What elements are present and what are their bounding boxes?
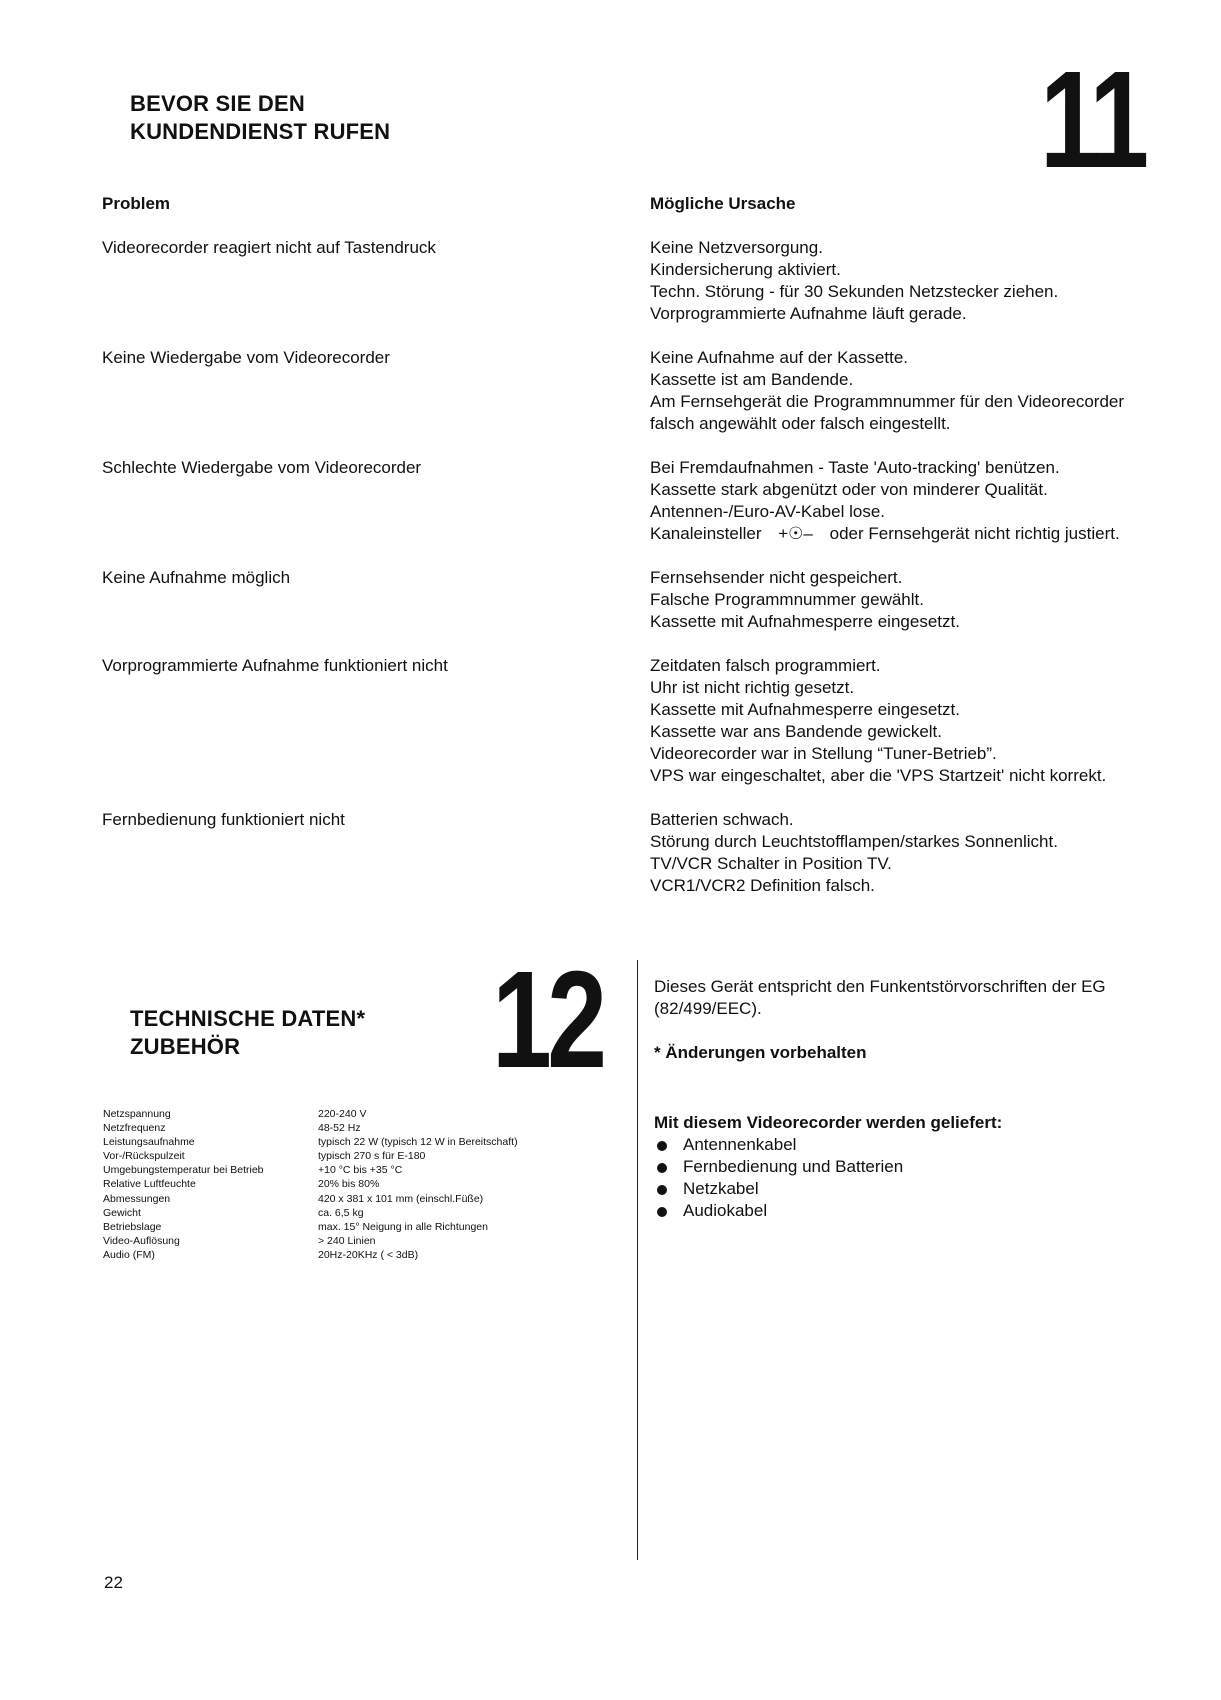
section-11-title-line2: KUNDENDIENST RUFEN bbox=[130, 119, 391, 144]
spec-row bbox=[103, 1177, 623, 1191]
bullet-icon bbox=[657, 1207, 667, 1217]
cause-line: VPS war eingeschaltet, aber die 'VPS Startzeit' nicht korrekt. bbox=[650, 766, 1107, 785]
cause-line: Kassette mit Aufnahmesperre eingesetzt. bbox=[650, 612, 960, 631]
spec-row bbox=[103, 1149, 623, 1163]
problem-text: Fernbedienung funktioniert nicht bbox=[102, 810, 345, 829]
tuner-knob-icon: +☉– bbox=[778, 524, 813, 543]
column-divider bbox=[637, 960, 638, 1560]
problem-text: Vorprogrammierte Aufnahme funktioniert nicht bbox=[102, 656, 448, 675]
cause-line: TV/VCR Schalter in Position TV. bbox=[650, 854, 892, 873]
spec-label: Netzfrequenz bbox=[103, 1122, 166, 1135]
cause-line: Keine Aufnahme auf der Kassette. bbox=[650, 348, 909, 367]
problem-text: Videorecorder reagiert nicht auf Tastendruck bbox=[102, 238, 436, 257]
cause-line: Uhr ist nicht richtig gesetzt. bbox=[650, 678, 855, 697]
accessory-label: Antennenkabel bbox=[683, 1135, 797, 1154]
cause-line: Vorprogrammierte Aufnahme läuft gerade. bbox=[650, 304, 967, 323]
accessory-label: Audiokabel bbox=[683, 1201, 768, 1220]
problem-column-header: Problem bbox=[102, 194, 171, 213]
section-11-title bbox=[130, 90, 390, 146]
accessories-heading: Mit diesem Videorecorder werden geliefert: bbox=[654, 1113, 1003, 1132]
list-item bbox=[654, 1200, 903, 1222]
cause-line: Am Fernsehgerät die Programmnummer für den Videorecorder bbox=[650, 392, 1125, 411]
page-number: 22 bbox=[104, 1573, 123, 1592]
cause-list bbox=[650, 237, 1190, 325]
cause-line: Kassette stark abgenützt oder von minderer Qualität. bbox=[650, 480, 1048, 499]
bullet-icon bbox=[657, 1185, 667, 1195]
eg-line: Dieses Gerät entspricht den Funkentstörvorschriften der EG bbox=[654, 977, 1106, 996]
cause-list bbox=[650, 347, 1190, 435]
cause-line: Keine Netzversorgung. bbox=[650, 238, 823, 257]
spec-value: typisch 22 W (typisch 12 W in Bereitschaft) bbox=[318, 1136, 518, 1149]
accessory-label: Fernbedienung und Batterien bbox=[683, 1157, 904, 1176]
cause-line: Fernsehsender nicht gespeichert. bbox=[650, 568, 903, 587]
cause-line: Kindersicherung aktiviert. bbox=[650, 260, 841, 279]
eg-line: (82/499/EEC). bbox=[654, 999, 762, 1018]
cause-line: Antennen-/Euro-AV-Kabel lose. bbox=[650, 502, 885, 521]
spec-label: Leistungsaufnahme bbox=[103, 1136, 195, 1149]
tuner-line-suffix: oder Fernsehgerät nicht richtig justiert. bbox=[829, 524, 1120, 543]
section-12-number: 12 bbox=[492, 943, 603, 1097]
section-12-title-line1: TECHNISCHE DATEN* bbox=[130, 1006, 366, 1031]
section-12-title-line2: ZUBEHÖR bbox=[130, 1034, 241, 1059]
spec-value: typisch 270 s für E-180 bbox=[318, 1150, 426, 1163]
spec-value: > 240 Linien bbox=[318, 1234, 376, 1247]
spec-value: 48-52 Hz bbox=[318, 1122, 361, 1135]
problem-text: Keine Wiedergabe vom Videorecorder bbox=[102, 348, 390, 367]
spec-value: +10 °C bis +35 °C bbox=[318, 1164, 403, 1177]
list-item bbox=[654, 1134, 903, 1156]
cause-line: Kassette mit Aufnahmesperre eingesetzt. bbox=[650, 700, 960, 719]
bullet-icon bbox=[657, 1141, 667, 1151]
list-item bbox=[654, 1156, 903, 1178]
cause-line: Kassette ist am Bandende. bbox=[650, 370, 854, 389]
accessory-label: Netzkabel bbox=[683, 1179, 759, 1198]
cause-line: falsch angewählt oder falsch eingestellt. bbox=[650, 414, 951, 433]
cause-line: Techn. Störung - für 30 Sekunden Netzstecker ziehen. bbox=[650, 282, 1059, 301]
spec-row bbox=[103, 1121, 623, 1135]
spec-row bbox=[103, 1248, 623, 1262]
spec-label: Netzspannung bbox=[103, 1108, 171, 1120]
eg-compliance-note bbox=[654, 976, 1194, 1020]
cause-list bbox=[650, 809, 1190, 897]
cause-line: Videorecorder war in Stellung “Tuner-Betrieb”. bbox=[650, 744, 997, 763]
cause-line: Batterien schwach. bbox=[650, 810, 794, 829]
spec-row bbox=[103, 1163, 623, 1177]
cause-line-tuner bbox=[650, 523, 1190, 545]
spec-label: Video-Auflösung bbox=[103, 1234, 180, 1247]
spec-value: 20% bis 80% bbox=[318, 1178, 380, 1191]
section-12-title bbox=[130, 1005, 365, 1061]
list-item bbox=[654, 1178, 903, 1200]
changes-reserved-note: * Änderungen vorbehalten bbox=[654, 1043, 867, 1062]
cause-line: Falsche Programmnummer gewählt. bbox=[650, 590, 924, 609]
spec-row bbox=[103, 1107, 623, 1121]
spec-label: Audio (FM) bbox=[103, 1248, 155, 1261]
spec-value: 420 x 381 x 101 mm (einschl.Füße) bbox=[318, 1192, 484, 1205]
accessories-list bbox=[654, 1134, 903, 1222]
tuner-line-prefix: Kanaleinsteller bbox=[650, 524, 762, 543]
cause-line: Zeitdaten falsch programmiert. bbox=[650, 656, 881, 675]
spec-value: max. 15° Neigung in alle Richtungen bbox=[318, 1220, 488, 1233]
spec-row bbox=[103, 1234, 623, 1248]
spec-label: Vor-/Rückspulzeit bbox=[103, 1150, 185, 1163]
spec-value: 20Hz-20KHz ( < 3dB) bbox=[318, 1248, 419, 1261]
spec-value: 220-240 V bbox=[318, 1108, 367, 1120]
problem-text: Keine Aufnahme möglich bbox=[102, 568, 291, 587]
cause-line: VCR1/VCR2 Definition falsch. bbox=[650, 876, 875, 895]
cause-list bbox=[650, 457, 1190, 545]
spec-row bbox=[103, 1206, 623, 1220]
spec-table bbox=[103, 1107, 623, 1262]
spec-row bbox=[103, 1135, 623, 1149]
cause-list bbox=[650, 655, 1190, 787]
cause-column-header: Mögliche Ursache bbox=[650, 194, 796, 213]
cause-line: Störung durch Leuchtstofflampen/starkes Sonnenlicht. bbox=[650, 832, 1058, 851]
section-11-number: 11 bbox=[1040, 43, 1145, 197]
problem-text: Schlechte Wiedergabe vom Videorecorder bbox=[102, 458, 422, 477]
cause-list bbox=[650, 567, 1190, 633]
spec-label: Betriebslage bbox=[103, 1220, 162, 1233]
bullet-icon bbox=[657, 1163, 667, 1173]
cause-line: Bei Fremdaufnahmen - Taste 'Auto-tracking' benützen. bbox=[650, 458, 1060, 477]
spec-label: Gewicht bbox=[103, 1206, 141, 1219]
spec-label: Abmessungen bbox=[103, 1192, 171, 1205]
spec-label: Umgebungstemperatur bei Betrieb bbox=[103, 1164, 264, 1177]
spec-value: ca. 6,5 kg bbox=[318, 1206, 364, 1219]
spec-row bbox=[103, 1220, 623, 1234]
cause-line: Kassette war ans Bandende gewickelt. bbox=[650, 722, 943, 741]
spec-row bbox=[103, 1192, 623, 1206]
section-11-title-line1: BEVOR SIE DEN bbox=[130, 91, 305, 116]
spec-label: Relative Luftfeuchte bbox=[103, 1178, 196, 1191]
